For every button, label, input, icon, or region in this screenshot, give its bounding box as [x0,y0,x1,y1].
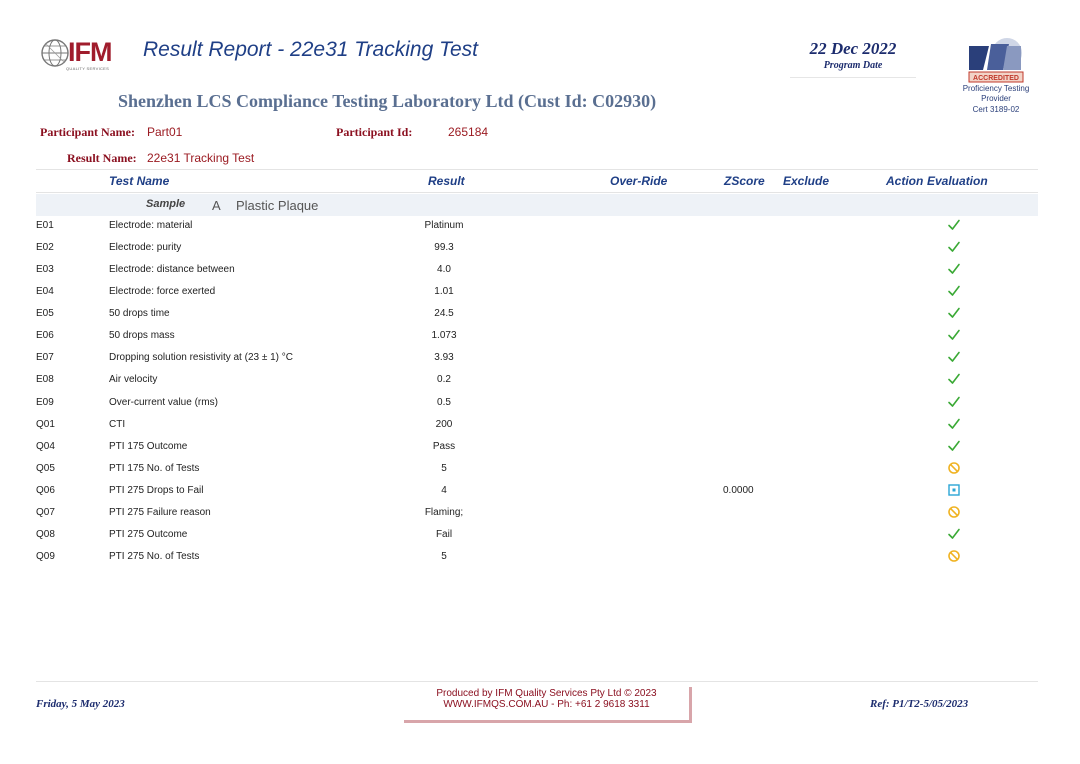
row-code: E01 [36,220,54,231]
row-evaluation [943,527,965,543]
row-evaluation [943,395,965,411]
row-result: 200 [435,418,453,430]
table-row [0,525,1080,547]
row-result: Fail [435,528,453,540]
not-evaluated-icon [947,505,961,519]
table-row [0,393,1080,415]
row-result: Flaming; [424,506,464,518]
footer-ref: Ref: P1/T2-5/05/2023 [870,698,969,710]
header-evaluation: Evaluation [927,174,988,188]
table-row [0,437,1080,459]
row-result: 3.93 [434,352,454,364]
row-evaluation [943,328,965,344]
row-evaluation [943,218,965,234]
row-test-name: PTI 275 No. of Tests [109,550,200,562]
accreditation-badge-icon [963,36,1027,84]
row-test-name: PTI 175 No. of Tests [109,462,200,474]
info-box-icon [947,483,961,497]
logo-text: IFM [68,37,112,67]
check-icon [947,439,961,453]
row-evaluation [943,262,965,278]
table-row [0,326,1080,348]
row-test-name: Electrode: distance between [109,264,235,276]
row-code: E05 [36,308,54,320]
row-evaluation [943,372,965,388]
header-action: Action [886,174,924,188]
row-test-name: CTI [109,418,126,430]
row-test-name: PTI 275 Failure reason [109,506,211,518]
row-code: E02 [36,242,54,254]
footer-date: Friday, 5 May 2023 [36,698,125,710]
row-evaluation [943,350,965,366]
footer-produced-by: Produced by IFM Quality Services Pty Ltd © 2023 [436,688,657,699]
row-result: 4.0 [437,264,451,276]
row-code: Q09 [36,550,55,562]
participant-id-value: 265184 [448,125,489,139]
not-evaluated-icon [947,461,961,475]
row-result: 0.2 [437,374,451,386]
table-row [0,547,1080,569]
sample-band [36,194,1038,216]
accreditation-block [956,36,1036,118]
row-code: Q04 [36,440,55,452]
logo-subtext: QUALITY SERVICES [66,66,110,71]
row-result: 5 [441,462,447,474]
table-row [0,348,1080,370]
row-evaluation [943,505,965,521]
sample-name: Plastic Plaque [236,198,319,213]
row-code: Q07 [36,506,55,518]
row-code: Q01 [36,418,55,430]
accreditation-cert: Cert 3189-02 [972,105,1020,114]
sample-code: A [212,198,221,213]
row-test-name: Electrode: purity [109,242,182,254]
row-test-name: Electrode: force exerted [109,286,216,298]
row-code: E09 [36,396,54,408]
report-title: Result Report - 22e31 Tracking Test [143,38,478,61]
header-override: Over-Ride [610,174,668,188]
globe-icon [40,38,70,68]
table-row [0,282,1080,304]
row-zscore: 0.0000 [723,484,754,496]
check-icon [947,284,961,298]
row-result: 4 [441,484,447,496]
row-test-name: Air velocity [109,374,158,386]
check-icon [947,262,961,276]
sample-label: Sample [146,198,186,210]
header-exclude: Exclude [783,174,830,188]
check-icon [947,395,961,409]
accreditation-badge-text: ACCREDITED [973,75,1019,82]
row-test-name: 50 drops time [109,308,170,320]
row-code: Q08 [36,528,55,540]
table-row [0,370,1080,392]
accreditation-line-1: Proficiency Testing [962,84,1030,93]
row-test-name: PTI 275 Drops to Fail [109,484,204,496]
table-row [0,415,1080,437]
results-table-body [0,216,1080,569]
check-icon [947,527,961,541]
row-result: 99.3 [434,242,454,254]
header-test-name: Test Name [109,174,170,188]
check-icon [947,417,961,431]
footer-rule [36,681,1038,682]
result-name-label: Result Name: [67,151,137,165]
row-code: E03 [36,264,54,276]
program-date: 22 Dec 2022 [809,39,897,58]
footer-website: WWW.IFMQS.COM.AU - Ph: +61 2 9618 3311 [443,699,650,710]
participant-id-label: Participant Id: [336,125,413,139]
lab-title: Shenzhen LCS Compliance Testing Laboratory Ltd (Cust Id: C02930) [118,91,657,111]
check-icon [947,240,961,254]
table-row [0,481,1080,503]
accreditation-line-2: Provider [981,94,1011,103]
row-test-name: PTI 175 Outcome [109,440,188,452]
row-test-name: 50 drops mass [109,330,175,342]
result-name-value: 22e31 Tracking Test [147,151,255,165]
row-code: E06 [36,330,54,342]
header-result: Result [428,174,465,188]
header-divider [790,77,916,78]
row-result: Platinum [424,220,464,231]
table-header-rule [36,192,1038,193]
row-test-name: Electrode: material [109,220,193,231]
row-test-name: PTI 275 Outcome [109,528,188,540]
row-test-name: Dropping solution resistivity at (23 ± 1) °C [109,352,294,364]
participant-name-value: Part01 [147,125,183,139]
ifm-logo [40,38,126,74]
row-result: 1.073 [431,330,457,342]
row-code: E04 [36,286,54,298]
participant-name-label: Participant Name: [40,125,135,139]
row-evaluation [943,483,965,499]
row-evaluation [943,306,965,322]
row-result: Pass [432,440,456,452]
row-test-name: Over-current value (rms) [109,396,218,408]
check-icon [947,350,961,364]
table-row [0,503,1080,525]
not-evaluated-icon [947,549,961,563]
row-result: 1.01 [434,286,454,298]
row-evaluation [943,461,965,477]
check-icon [947,372,961,386]
footer-producer-box [404,687,692,723]
row-result: 5 [441,550,447,562]
row-code: E08 [36,374,54,386]
row-result: 0.5 [437,396,451,408]
row-code: E07 [36,352,54,364]
row-evaluation [943,417,965,433]
row-result: 24.5 [434,308,454,320]
row-evaluation [943,284,965,300]
table-row [0,304,1080,326]
table-row [0,216,1080,238]
row-evaluation [943,240,965,256]
table-row [0,238,1080,260]
table-row [0,459,1080,481]
check-icon [947,328,961,342]
table-top-rule [36,169,1038,170]
program-date-label: Program Date [823,60,883,71]
row-code: Q05 [36,462,55,474]
row-evaluation [943,439,965,455]
row-code: Q06 [36,484,55,496]
row-evaluation [943,549,965,565]
table-row [0,260,1080,282]
check-icon [947,218,961,232]
check-icon [947,306,961,320]
header-zscore: ZScore [724,174,765,188]
